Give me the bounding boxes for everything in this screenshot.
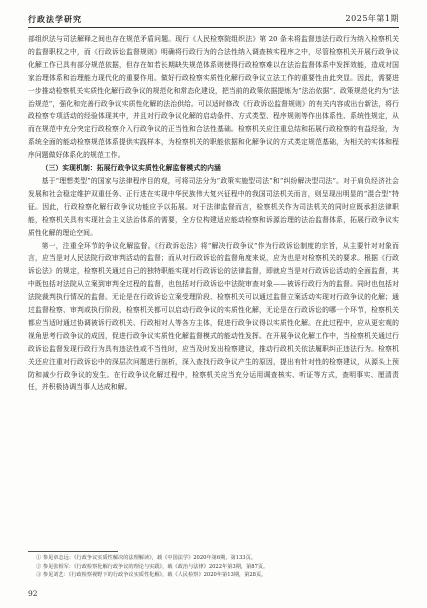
footnote-rule — [28, 551, 118, 552]
running-header — [28, 14, 399, 28]
body-paragraph-2: 基于“理想类型”的国家与法律程序目的观，可将司法分为“政策实施型司法”和“纠纷解决型司法”。对于肩负经济社会发展和社会稳定维护双重任务、正行进在实现中华民族伟大复兴征程中的我国司法机关而言，则呈现出明显的“混合型”特征。因此，行政检察化解行政争议功能应予以拓展。对于法律监督而言，检察机关作为司法机关的同时应既承担法律职能，检察机关具有实现社会主义法治体系的需要，全方位构建适应能动检察和诉源治理的法治监督体系，拓展行政争议实质性化解的理论空间。 — [28, 176, 399, 237]
article-body — [28, 33, 399, 394]
footnotes — [28, 554, 399, 580]
footnote-3: ③ 参见刘艺：《行政检察视野下的行政争议实质性化解》，载《人民检察》2020年第13期，第28页。 — [36, 572, 267, 579]
section-heading: （三）实现机制：拓展行政争议实质性化解监督模式的内涵 — [41, 164, 221, 173]
journal-title: 行政法学研究 — [28, 14, 82, 24]
issue-label: 2025年第1期 — [345, 14, 399, 23]
body-paragraph-3: 第一，注重全环节的争议化解监督。《行政诉讼法》将“解决行政争议”作为行政诉讼制度的宗旨，从主要针对对象而言，应当是对人民法院行政审判活动的监督；而从对行政诉讼的监督角度来说，应为也是对检察机关的要求。根据《行政诉讼法》的规定，检察机关通过自己的独特职能实现对行政诉讼的法律监督，即就应当是对行政诉讼活动的全面监督，其中既包括对法院从立案到审判全过程的监督，也包括对行政诉讼中法院审查对象——被诉行政行为的监督。同时也包括对法院裁判执行情况的监督。无论是在行政诉讼立案受理阶段、检察机关可以通过监督立案活动实现对行政争议的化解；通过监督检察、审判或执行阶段，检察机关都可以启动行政争议的实质性化解，无论是在行政诉讼的哪一个环节，检察机关都应当适时通过协调被诉行政机关、行政相对人等各方主体，促进行政争议得以实质性化解。在此过程中，应从更宏观的视角思考行政争议的成因，促进行政争议实质性化解监督模式的能动性发挥。在开展争议化解工作中，当检察机关通过行政诉讼监督发现行政行为具有违法性或不当性时，应当及时发出检察建议，推动行政机关依法履职纠正违法行为。检察机关还应注重对行政诉讼中的深层次问题进行剖析，深入查找行政争议产生的原因，提出有针对性的检察建议，从源头上预防和减少行政争议的发生。在行政争议化解过程中，检察机关应当充分运用调查核实、听证等方式，查明事实、厘清责任，并积极协调当事人达成和解。 — [28, 241, 399, 392]
body-paragraph-1: 部组织法与司法解释之间也存在规范矛盾问题。现行《人民检察院组织法》第 20 条未将监督违法行政行为纳入检察机关的监督职权之中，而《行政诉讼监督规则》明确将行政行为的合法性纳入调查核实程序之中，尽管检察机关开展行政争议化解工作已具有部分规范依据，但存在如若长期缺失规范体系则使得行政检察难以在法治监督体系中发挥效能，造成对国家治理体系和治理能力现代化的重要作用。做好行政检察实质性化解行政争议立法工作的重要性由此突显。因此，需要进一步推动检察机关实质性化解行政争议的规范化和常态化建设，把当前的政策依据提炼为“法治依据”、政策规范化约为“法治规范”，强化和完善行政争议实质性化解的法治供给。可以适时修改《行政诉讼监督规则》的有关内容或出台新法，将行政检察专项活动的经验体现其中，并且对行政争议化解的启动条件、方式类型、程序规则等作出体系性、系统性规定，从而在规范中充分突定行政检察介入行政争议的正当性和合法性基础。检察机关应注重总结和拓展行政检察的有益经验，为系统全面的能动检察规范体系提供实践样本，为检察机关的职能依据和化解争议的方式类定规范基础，为相关的实体和程序问题做好体系化的规范工作。 — [28, 35, 399, 160]
footnote-1: ① 参见章志远：《行政争议实质性解决的法理解读》，载《中国法学》2020年第6期，第133页。 — [36, 555, 256, 561]
footnote-2: ② 参见张相军：《行政检察化解行政争议的理论与实践》，载《政治与法律》2022年第3期，第87页。 — [36, 563, 269, 570]
page-number: 92 — [28, 589, 38, 598]
